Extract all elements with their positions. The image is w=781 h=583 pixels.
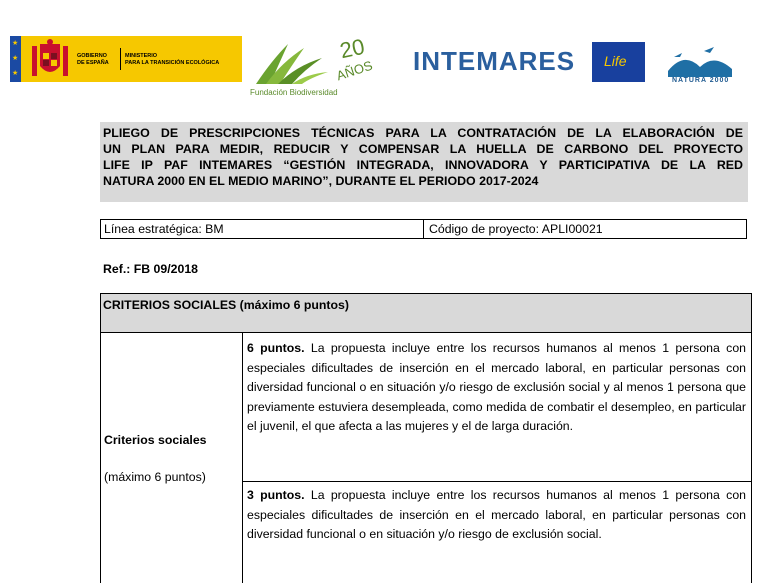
star-icon: ★ (12, 70, 19, 77)
document-title (103, 125, 743, 189)
life-logo (592, 42, 645, 82)
column-divider (242, 333, 243, 583)
gobierno-text: GOBIERNO DE ESPAÑA (77, 53, 109, 66)
row-divider (242, 481, 752, 482)
ministerio-text: MINISTERIO PARA LA TRANSICIÓN ECOLÓGICA (125, 53, 220, 66)
fundacion-biodiversidad-logo-icon (252, 40, 330, 86)
title-line: PLIEGO DE PRESCRIPCIONES TÉCNICAS PARA LA CONTRATACIÓN DE LA ELABORACIÓN DE (103, 126, 743, 140)
criteria-points: 3 puntos. (247, 488, 305, 502)
coat-of-arms-icon (30, 38, 70, 80)
title-line: NATURA 2000 EN EL MEDIO MARINO”, DURANTE EL PERIODO 2017-2024 (103, 174, 539, 188)
star-icon: ★ (12, 40, 19, 47)
natura-text: NATURA 2000 (672, 77, 730, 84)
codigo-proyecto: Código de proyecto: APLI00021 (429, 222, 603, 236)
criteria-header-text: CRITERIOS SOCIALES (máximo 6 puntos) (103, 298, 349, 312)
project-info-row (100, 219, 747, 239)
cell-divider (423, 220, 424, 238)
criteria-label: Criterios sociales (104, 433, 207, 447)
linea-estrategica: Línea estratégica: BM (104, 222, 224, 236)
criteria-points: 6 puntos. (247, 341, 305, 355)
divider (120, 48, 121, 70)
criteria-text: La propuesta incluye entre los recursos humanos al menos 1 persona con especiales dificultades de inserción en el mercado laboral, en particular personas con diversidad funcional o en situación y/o riesgo de exclusión social. (247, 488, 746, 542)
intemares-logo: INTEMARES (413, 46, 576, 76)
title-line: LIFE IP PAF INTEMARES “GESTIÓN INTEGRADA, INNOVADORA Y PARTICIPATIVA DE LA RED (103, 158, 743, 172)
criteria-sublabel: (máximo 6 puntos) (104, 470, 206, 484)
aniversario-text: AÑOS (334, 57, 375, 84)
fundacion-name: Fundación Biodiversidad (250, 88, 338, 97)
star-icon: ★ (12, 55, 19, 62)
criteria-text: La propuesta incluye entre los recursos humanos al menos 1 persona con especiales dificultades de inserción en el mercado laboral, en particular personas con diversidad funcional o en situación y/o riesgo de exclusión social y al menos 1 persona que previamente estuviera desempleada, como medida de combatir el desempleo, en particular el juvenil, el que afecta a las mujeres y el de larga duración. (247, 341, 746, 434)
reference: Ref.: FB 09/2018 (103, 262, 199, 276)
criteria-item (247, 486, 746, 545)
criteria-item (247, 339, 746, 437)
aniversario-number: 20 (337, 33, 367, 64)
title-line: UN PLAN PARA MEDIR, REDUCIR Y COMPENSAR LA HUELLA DE CARBONO DEL PROYECTO (103, 142, 743, 156)
eu-flag-band (10, 36, 21, 82)
life-text: Life (604, 53, 627, 69)
